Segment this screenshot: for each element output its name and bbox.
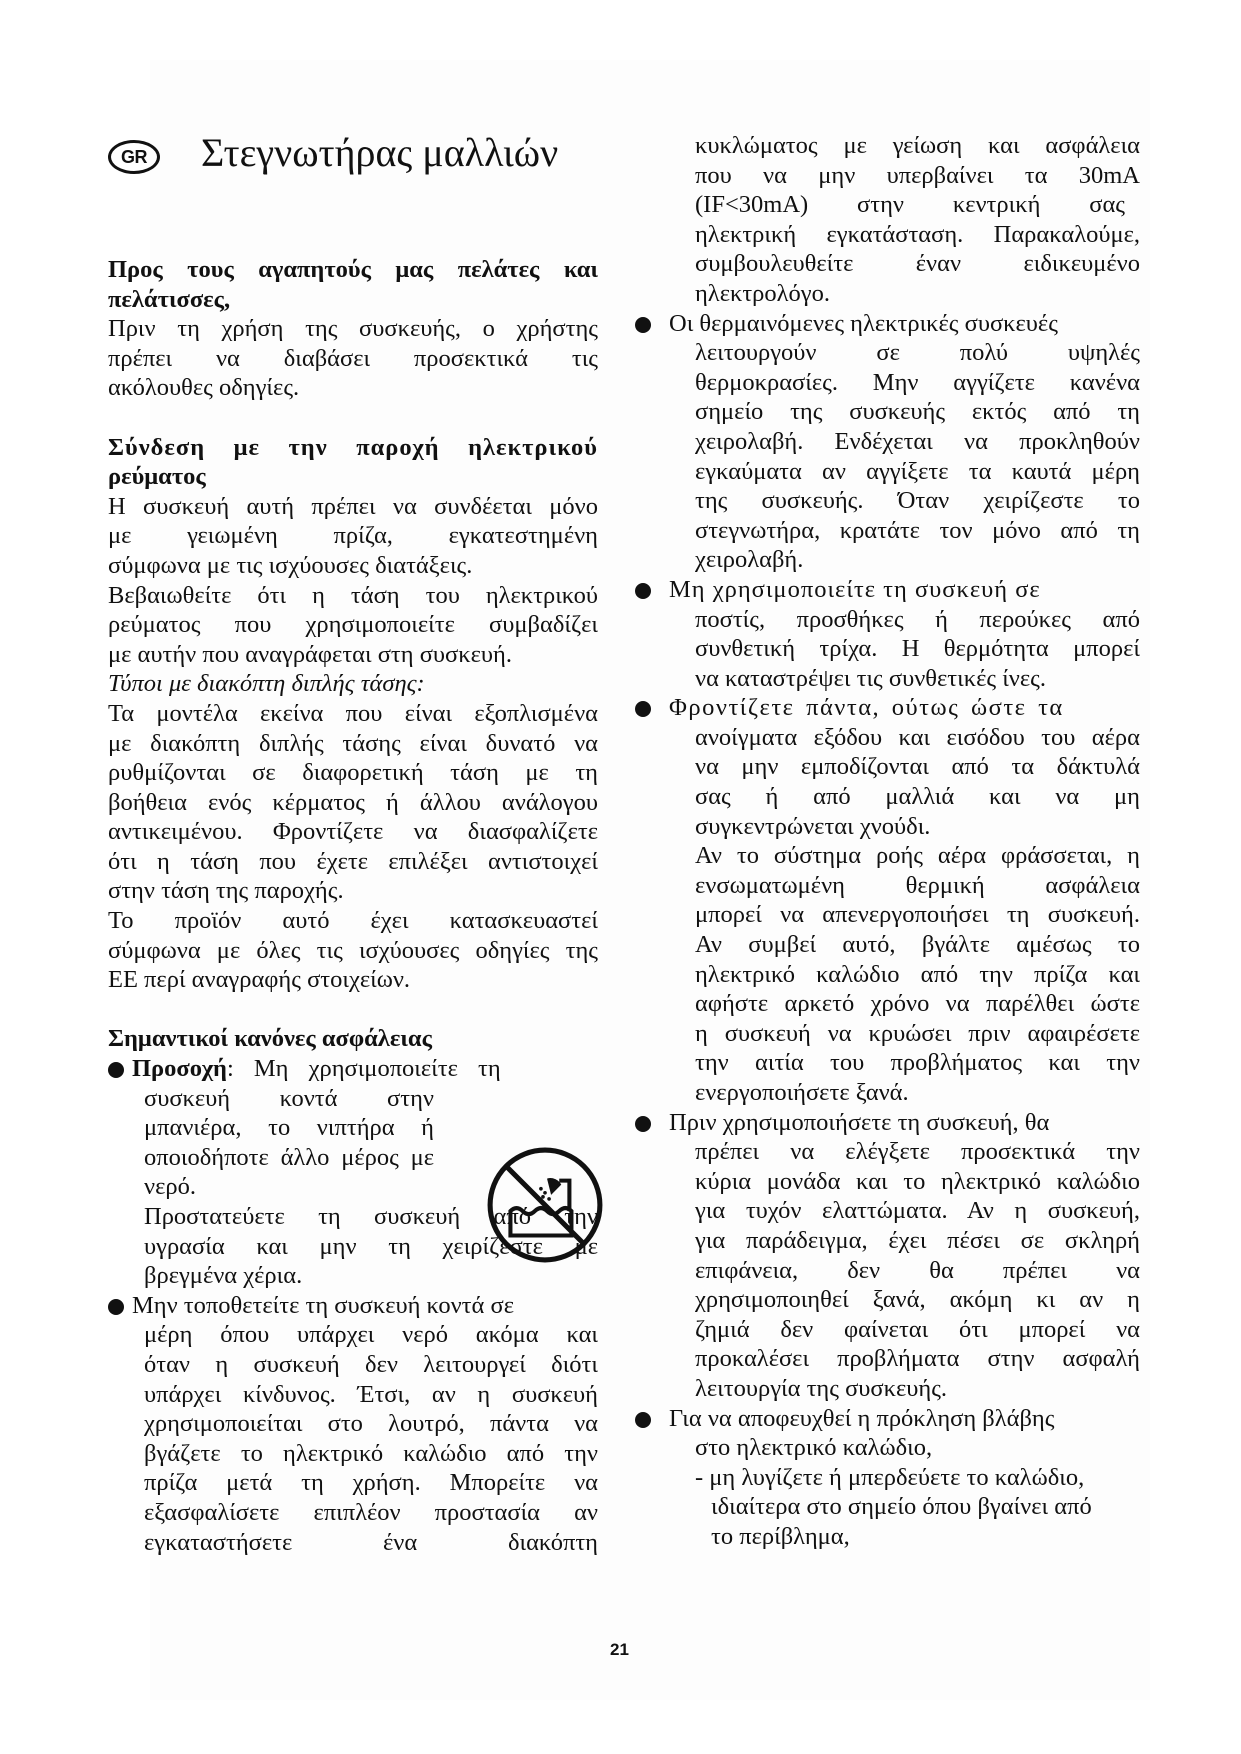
connection-text: με αυτήν που αναγράφεται στη συσκευή. <box>108 640 512 668</box>
check-text: ζημιά δεν φαίνεται ότι μπορεί να <box>695 1315 1140 1343</box>
water-text: χρησιμοποιείται στο λουτρό, πάντα να <box>144 1410 598 1438</box>
connection-heading: Σύνδεση με την παροχή ηλεκτρικού <box>108 433 598 461</box>
air-text: ενεργοποιήσετε ξανά. <box>695 1079 909 1106</box>
water-text: υπάρχει κίνδυνος. Έτσι, αν η συσκευή <box>144 1380 598 1408</box>
hot-text: στεγνωτήρα, κρατάτε τον μόνο από τη <box>695 516 1140 544</box>
caution-text: συσκευή κοντά στην <box>144 1084 434 1112</box>
no-water-bath-icon <box>484 1144 606 1266</box>
hot-text: χειρολαβή. Ενδέχεται να προκληθούν <box>695 427 1140 455</box>
air-text: ηλεκτρικό καλώδιο από την πρίζα και <box>695 960 1140 988</box>
dual-voltage-text: αντικειμένου. Φροντίζετε να διασφαλίζετε <box>108 818 598 846</box>
rcd-text: ηλεκτρική εγκατάσταση. Παρακαλούμε, <box>695 220 1140 248</box>
water-first-line <box>108 1291 598 1321</box>
synthetic-first-line <box>645 575 1140 605</box>
hot-text: θερμοκρασίες. Μην αγγίζετε κανένα <box>695 368 1140 396</box>
connection-text: ρεύματος που χρησιμοποιείτε συμβαδίζει <box>108 611 598 639</box>
intro-section <box>108 255 598 403</box>
left-column <box>108 255 598 1557</box>
air-text: να μην εμποδίζονται από τα δάκτυλά <box>695 753 1140 781</box>
caution-text: : Μη χρησιμοποιείτε τη <box>226 1055 501 1083</box>
cord-sub-text: - μη λυγίζετε ή μπερδεύετε το καλώδιο, <box>695 1463 1085 1491</box>
spacer <box>108 995 598 1025</box>
check-text: προκαλέσει προβλήματα στην ασφαλή <box>695 1345 1140 1373</box>
hot-text: χειρολαβή. <box>695 546 804 574</box>
air-text: συγκεντρώνεται χνούδι. <box>695 812 931 840</box>
cord-sub-text: ιδιαίτερα στο σημείο όπου βγαίνει από <box>711 1493 1092 1521</box>
right-column <box>645 131 1140 1552</box>
spacer <box>108 403 598 433</box>
connection-text: Η συσκευή αυτή πρέπει να συνδέεται μόνο <box>108 492 598 520</box>
bullet-air-openings <box>645 693 1140 1107</box>
dual-voltage-text: βοήθεια ενός κέρματος ή άλλου ανάλογου <box>108 788 598 816</box>
water-text: εγκαταστήσετε ένα διακόπτη <box>144 1528 598 1556</box>
air-text: μπορεί να απενεργοποιήσει τη συσκευή. <box>695 901 1140 929</box>
connection-section <box>108 433 598 995</box>
hot-text: σημείο της συσκευής εκτός από τη <box>695 398 1140 426</box>
caution-text: οποιοδήποτε άλλο μέρος με <box>144 1143 434 1171</box>
synthetic-text: να καταστρέψει τις συνθετικές ίνες. <box>695 664 1046 692</box>
rcd-text: ηλεκτρολόγο. <box>695 279 830 307</box>
safety-section <box>108 1024 598 1557</box>
bullet-icon <box>635 583 651 599</box>
bullet-icon <box>108 1299 124 1315</box>
air-first-line <box>645 693 1140 723</box>
dual-voltage-text: ότι η τάση που έχετε επιλέξει αντιστοιχεί <box>108 847 598 875</box>
language-badge: GR <box>108 140 160 174</box>
air-text: Αν το σύστημα ροής αέρα φράσσεται, η <box>695 842 1140 870</box>
hot-text: Οι θερμαινόμενες ηλεκτρικές συσκευές <box>669 309 1058 337</box>
air-text: Φροντίζετε πάντα, ούτως ώστε τα <box>669 694 1064 722</box>
bullet-hot-surfaces <box>645 309 1140 575</box>
check-text: πρέπει να ελέγξετε προσεκτικά την <box>695 1138 1140 1166</box>
caution-text: Προστατεύετε τη συσκευή από την <box>144 1203 598 1230</box>
bullet-synthetic-hair <box>645 575 1140 693</box>
cord-text: Για να αποφευχθεί η πρόκληση βλάβης <box>669 1404 1055 1432</box>
check-text: κύρια μονάδα και το ηλεκτρικό καλώδιο <box>695 1167 1140 1195</box>
hot-text: της συσκευής. Όταν χειρίζεστε το <box>695 487 1140 515</box>
rcd-text: συμβουλευθείτε έναν ειδικευμένο <box>695 250 1140 278</box>
safety-heading: Σημαντικοί κανόνες ασφάλειας <box>108 1025 432 1053</box>
cord-sub-text: το περίβλημα, <box>711 1522 850 1550</box>
air-text: ενσωματωμένη θερμική ασφάλεια <box>695 871 1140 899</box>
air-text: σας ή από μαλλιά και να μη <box>695 783 1140 811</box>
check-text: για παράδειγμα, έχει πέσει σε σκληρή <box>695 1226 1140 1254</box>
hot-text: λειτουργούν σε πολύ υψηλές <box>695 339 1140 367</box>
connection-heading: ρεύματος <box>108 463 206 491</box>
air-text: την αιτία του προβλήματος και την <box>695 1049 1140 1077</box>
air-text: Αν συμβεί αυτό, βγάλτε αμέσως το <box>695 931 1140 959</box>
air-text: η συσκευή να κρυώσει πριν αφαιρέσετε <box>695 1019 1140 1047</box>
air-text: αφήστε αρκετό χρόνο να παρέλθει ώστε <box>695 990 1140 1018</box>
bullet-icon <box>635 1412 651 1428</box>
dual-voltage-text: στην τάση της παροχής. <box>108 877 344 905</box>
connection-text: Βεβαιωθείτε ότι η τάση του ηλεκτρικού <box>108 581 598 609</box>
check-text: Πριν χρησιμοποιήσετε τη συσκευή, θα <box>669 1108 1050 1136</box>
bullet-check-damage <box>645 1108 1140 1404</box>
check-text: λειτουργία της συσκευής. <box>695 1374 948 1402</box>
caution-label: Προσοχή <box>132 1055 227 1083</box>
check-text: χρησιμοποιηθεί ξανά, ακόμη κι αν η <box>695 1286 1140 1314</box>
compliance-text: σύμφωνα με όλες τις ισχύουσες οδηγίες της <box>108 936 598 964</box>
water-text: όταν η συσκευή δεν λειτουργεί διότι <box>144 1350 598 1378</box>
water-text: πρίζα μετά τη χρήση. Μπορείτε να <box>144 1469 598 1497</box>
check-text: για τυχόν ελαττώματα. Αν η συσκευή, <box>695 1197 1140 1225</box>
dual-voltage-text: Τα μοντέλα εκείνα που είναι εξοπλισμένα <box>108 699 598 727</box>
dual-voltage-subheading: Τύποι με διακόπτη διπλής τάσης: <box>108 670 425 698</box>
bullet-icon <box>635 1116 651 1132</box>
caution-text: μπανιέρα, το νιπτήρα ή <box>144 1114 434 1142</box>
rcd-continued <box>645 131 1140 309</box>
water-text: μέρη όπου υπάρχει νερό ακόμα και <box>144 1321 598 1349</box>
synthetic-text: ποστίς, προσθήκες ή περούκες από <box>695 605 1140 633</box>
intro-text: πρέπει να διαβάσει προσεκτικά τις <box>108 344 598 372</box>
caution-text: βρεγμένα χέρια. <box>144 1262 303 1290</box>
check-first-line <box>645 1108 1140 1138</box>
connection-text: με γειωμένη πρίζα, εγκατεστημένη <box>108 522 598 550</box>
bullet-icon <box>635 317 651 333</box>
compliance-text: ΕΕ περί αναγραφής στοιχείων. <box>108 966 411 994</box>
bullet-cord-damage <box>645 1404 1140 1552</box>
cord-text: στο ηλεκτρικό καλώδιο, <box>695 1434 933 1462</box>
page-number: 21 <box>610 1640 629 1659</box>
rcd-text: κυκλώματος με γείωση και ασφάλεια <box>695 132 1140 159</box>
intro-text: Πριν τη χρήση της συσκευής, ο χρήστης <box>108 315 598 343</box>
water-text: βγάζετε το ηλεκτρικό καλώδιο από την <box>144 1439 598 1467</box>
caution-first-line <box>108 1054 598 1084</box>
dual-voltage-text: ρυθμίζονται σε διαφορετική τάση με τη <box>108 759 598 787</box>
compliance-text: Το προϊόν αυτό έχει κατασκευαστεί <box>108 907 598 935</box>
connection-text: σύμφωνα με τις ισχύουσες διατάξεις. <box>108 551 473 579</box>
intro-heading: Προς τους αγαπητούς μας πελάτες και <box>108 256 598 283</box>
check-text: επιφάνεια, δεν θα πρέπει να <box>695 1256 1140 1284</box>
bullet-icon <box>108 1062 124 1078</box>
hot-first-line <box>645 309 1140 339</box>
air-text: ανοίγματα εξόδου και εισόδου του αέρα <box>695 723 1140 751</box>
cord-first-line <box>645 1404 1140 1434</box>
caution-text: νερό. <box>144 1173 196 1201</box>
dual-voltage-text: με διακόπτη διπλής τάσης είναι δυνατό να <box>108 729 598 757</box>
water-text: εξασφαλίσετε επιπλέον προστασία αν <box>144 1498 598 1526</box>
synthetic-text: Μη χρησιμοποιείτε τη συσκευή σε <box>669 575 1041 603</box>
caution-text: υγρασία και μην τη χειρίζεστε με <box>144 1232 598 1260</box>
hot-text: εγκαύματα αν αγγίξετε τα καυτά μέρη <box>695 457 1140 485</box>
intro-heading: πελάτισσες, <box>108 285 231 313</box>
synthetic-text: συνθετική τρίχα. Η θερμότητα μπορεί <box>695 635 1140 663</box>
safety-item-water <box>108 1291 598 1557</box>
rcd-text: (IF<30mA) στην κεντρική σας <box>695 191 1125 219</box>
intro-text: ακόλουθες οδηγίες. <box>108 374 300 402</box>
bullet-icon <box>635 701 651 717</box>
water-text: Μην τοποθετείτε τη συσκευή κοντά σε <box>132 1291 514 1319</box>
rcd-text: που να μην υπερβαίνει τα 30mA <box>695 161 1140 189</box>
page-title: Στεγνωτήρας μαλλιών <box>201 130 559 175</box>
